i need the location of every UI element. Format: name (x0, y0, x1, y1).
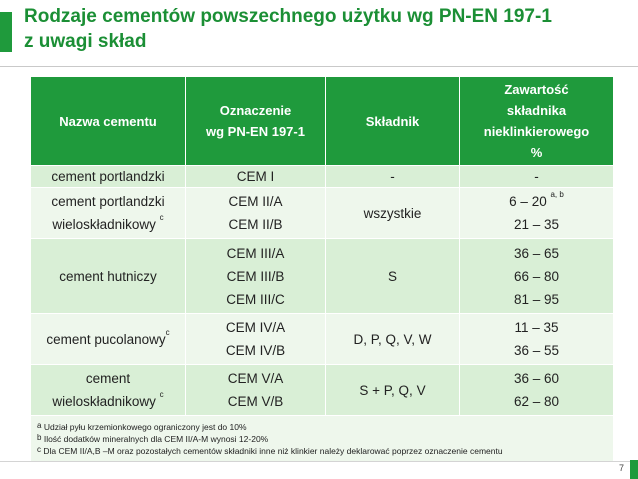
footnote (37, 421, 607, 433)
table-row (31, 314, 614, 365)
cell-name-line-1: cement (85, 371, 131, 386)
header-content-line-1: Zawartość (504, 82, 569, 97)
header-designation-line-2: wg PN-EN 197-1 (206, 124, 305, 139)
cell-component: S (326, 239, 460, 314)
cell-component: - (326, 166, 460, 188)
footnote-mark: a (37, 421, 42, 430)
title-divider (0, 66, 638, 67)
designation-value: CEM IV/A (225, 320, 286, 335)
cell-designation (186, 239, 326, 314)
footnotes (31, 416, 614, 463)
title-line-1: Rodzaje cementów powszechnego użytku wg PN-EN 197-1 (24, 6, 552, 27)
corner-accent (630, 460, 638, 479)
content-value: 11 – 35 (514, 320, 559, 335)
cell-cement-name: cement portlandzki (31, 166, 186, 188)
header-designation (186, 77, 326, 166)
cement-types-table (30, 76, 614, 463)
designation-value: CEM III/C (226, 291, 285, 307)
footnote (37, 445, 607, 457)
designation-value: CEM III/B (226, 268, 285, 284)
cell-designation: CEM I (186, 166, 326, 188)
cell-name-text: wieloskładnikowy (52, 394, 156, 409)
header-content-line-3: nieklinkierowego (483, 124, 590, 139)
designation-value: CEM II/A (228, 194, 283, 209)
footnote (37, 433, 607, 445)
content-value-line (460, 190, 613, 213)
cell-designation (186, 314, 326, 365)
accent-bar (0, 12, 12, 52)
footnote-mark: c (37, 445, 41, 454)
header-component: Składnik (326, 77, 460, 166)
footnotes-row (31, 416, 614, 463)
cell-component: D, P, Q, V, W (326, 314, 460, 365)
table-row (31, 188, 614, 239)
content-value: 21 – 35 (513, 217, 560, 232)
title-line-2: z uwagi skład (24, 31, 147, 52)
designation-value: CEM V/B (227, 394, 284, 409)
cell-name-text: wieloskładnikowy (52, 217, 156, 232)
designation-value: CEM II/B (228, 217, 283, 232)
content-value: 36 – 65 (513, 245, 560, 261)
content-value: 62 – 80 (513, 394, 560, 409)
page-number: 7 (618, 463, 624, 473)
footnote-marker: a, b (550, 190, 564, 199)
content-value: 36 – 60 (513, 371, 560, 386)
cell-content: - (460, 166, 614, 188)
header-content-line-4: % (530, 145, 543, 160)
footnote-text: Dla CEM II/A,B –M oraz pozostałych cementów składniki inne niż klinkier należy deklarować poprzez oznaczenie cementu (43, 446, 503, 456)
designation-value: CEM IV/B (225, 343, 286, 358)
footnote-mark: b (37, 433, 42, 442)
content-value: 6 – 20 (509, 194, 547, 209)
designation-value: CEM III/A (226, 245, 285, 261)
header-content (460, 77, 614, 166)
cell-cement-name (31, 188, 186, 239)
cell-cement-name (31, 314, 186, 365)
table-row (31, 365, 614, 416)
bottom-divider (0, 461, 638, 462)
cell-designation (186, 188, 326, 239)
table-header-row (31, 77, 614, 166)
header-cement-name: Nazwa cementu (31, 77, 186, 166)
designation-value: CEM V/A (227, 371, 284, 386)
cell-name-line-2 (31, 390, 185, 413)
footnote-marker: c (159, 390, 164, 399)
cell-designation (186, 365, 326, 416)
slide-title (24, 4, 624, 54)
footnote-text: Udział pyłu krzemionkowego ograniczony jest do 10% (43, 422, 247, 432)
cell-content (460, 365, 614, 416)
cell-content (460, 314, 614, 365)
content-value: 81 – 95 (513, 291, 560, 307)
footnote-marker: c (159, 213, 164, 222)
footnote-marker: c (165, 327, 170, 337)
cement-types-table-container (30, 76, 613, 463)
cell-name-line-1: cement portlandzki (51, 194, 165, 209)
cell-component: wszystkie (326, 188, 460, 239)
table-row (31, 166, 614, 188)
header-content-line-2: składnika (506, 103, 567, 118)
cell-content (460, 188, 614, 239)
cell-cement-name (31, 365, 186, 416)
table-row (31, 239, 614, 314)
cell-component: S + P, Q, V (326, 365, 460, 416)
cell-cement-name: cement hutniczy (31, 239, 186, 314)
cell-name-line-2 (31, 213, 185, 236)
header-designation-line-1: Oznaczenie (219, 103, 292, 118)
content-value: 66 – 80 (513, 268, 560, 284)
content-value: 36 – 55 (513, 343, 560, 358)
cell-content (460, 239, 614, 314)
footnote-text: Ilość dodatków mineralnych dla CEM II/A-M wynosi 12-20% (43, 434, 269, 444)
cell-name-text: cement pucolanowy (46, 331, 166, 347)
